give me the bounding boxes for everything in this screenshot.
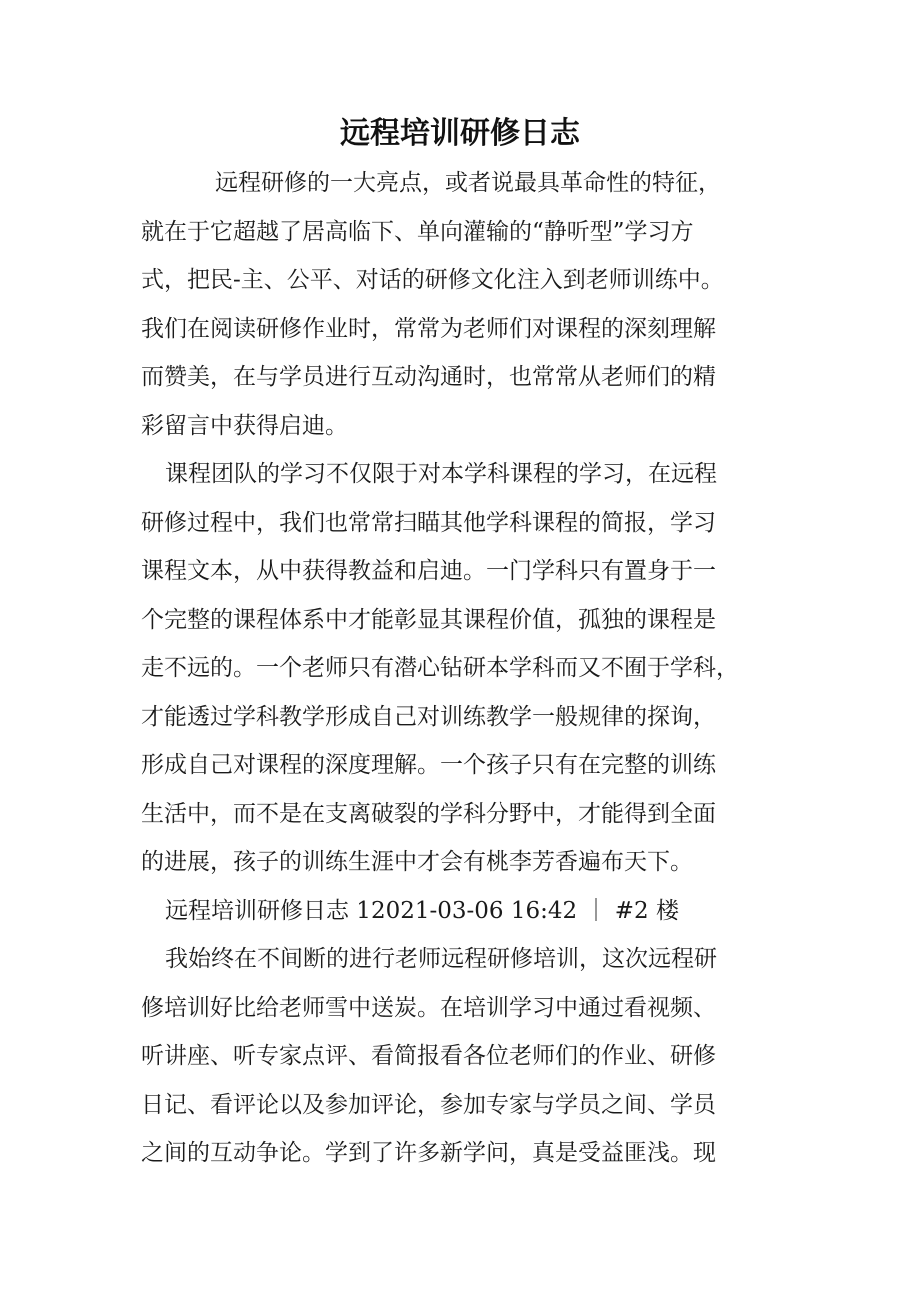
paragraph-line: 听讲座、听专家点评、看简报看各位老师们的作业、研修	[141, 1043, 716, 1069]
paragraph-line: 式，把民-主、公平、对话的研修文化注入到老师训练中。	[141, 267, 724, 293]
paragraph-line: 我始终在不间断的进行老师远程研修培训，这次远程研	[165, 946, 717, 972]
paragraph-line: 我们在阅读研修作业时，常常为老师们对课程的深刻理解	[141, 316, 716, 342]
paragraph-line: 就在于它超越了居高临下、单向灌输的“静听型”学习方	[141, 219, 694, 245]
paragraph-line: 的进展，孩子的训练生涯中才会有桃李芳香遍布天下。	[141, 849, 693, 875]
paragraph-line: 研修过程中，我们也常常扫瞄其他学科课程的简报，学习	[141, 510, 716, 536]
post-header-line: 远程培训研修日志 12021-03-06 16:42 ｜ #2 楼	[165, 898, 679, 924]
paragraph-line: 之间的互动争论。学到了许多新学问，真是受益匪浅。现	[141, 1140, 716, 1166]
paragraph-line: 生活中，而不是在支离破裂的学科分野中，才能得到全面	[141, 801, 716, 827]
paragraph-line: 远程研修的一大亮点，或者说最具革命性的特征，	[215, 170, 721, 196]
paragraph-line: 形成自己对课程的深度理解。一个孩子只有在完整的训练	[141, 752, 716, 778]
paragraph-line: 修培训好比给老师雪中送炭。在培训学习中通过看视频、	[141, 995, 716, 1021]
document-title: 远程培训研修日志	[340, 116, 580, 151]
paragraph-line: 走不远的。一个老师只有潜心钻研本学科而又不囿于学科，	[141, 655, 739, 681]
paragraph-line: 课程团队的学习不仅限于对本学科课程的学习，在远程	[165, 461, 717, 487]
paragraph-line: 而赞美，在与学员进行互动沟通时，也常常从老师们的精	[141, 364, 716, 390]
paragraph-line: 才能透过学科教学形成自己对训练教学一般规律的探询，	[141, 704, 716, 730]
paragraph-line: 课程文本，从中获得教益和启迪。一门学科只有置身于一	[141, 558, 716, 584]
paragraph-line: 个完整的课程体系中才能彰显其课程价值，孤独的课程是	[141, 607, 716, 633]
paragraph-line: 彩留言中获得启迪。	[141, 413, 348, 439]
paragraph-line: 日记、看评论以及参加评论，参加专家与学员之间、学员	[141, 1092, 716, 1118]
